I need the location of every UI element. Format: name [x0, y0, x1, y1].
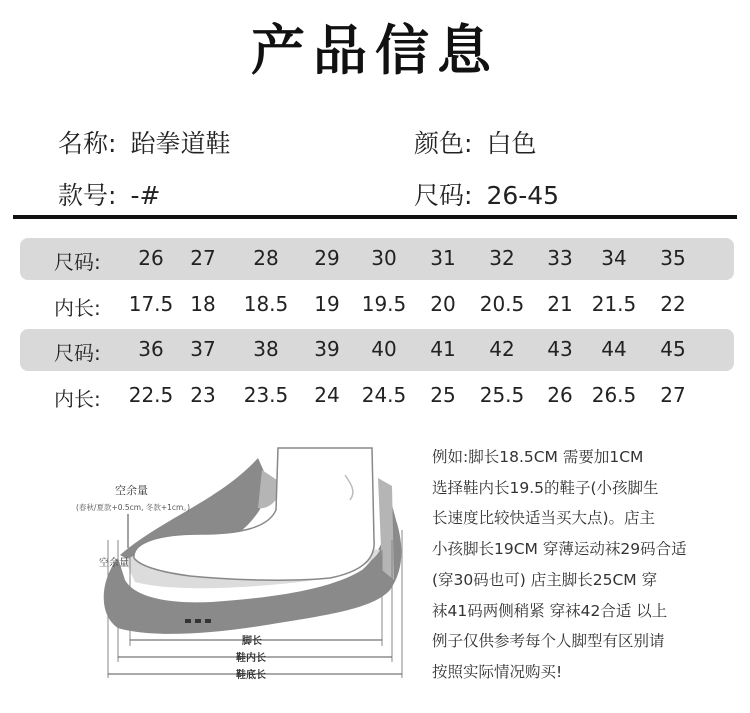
size-range-label: 尺码:: [414, 181, 473, 210]
note-line: 袜41码两侧稍紧 穿袜42合适 以上: [432, 601, 668, 620]
note-line: 选择鞋内长19.5的鞋子(小孩脚生: [432, 478, 659, 497]
tread-marks: [185, 619, 211, 623]
model-label: 款号:: [58, 181, 117, 210]
size-cell: 42: [489, 337, 515, 361]
sizing-note: [432, 442, 732, 688]
length-cell: 23: [190, 383, 216, 407]
note-line: (穿30码也可) 店主脚长25CM 穿: [432, 570, 658, 589]
color-label: 颜色:: [414, 129, 473, 158]
size-cell: 43: [547, 337, 573, 361]
size-row-label: 尺码:: [54, 341, 101, 365]
size-cell: 30: [371, 246, 397, 270]
size-cell: 32: [489, 246, 515, 270]
product-name: [58, 124, 230, 160]
length-cell: 22: [660, 292, 686, 316]
size-cell: 39: [314, 337, 340, 361]
product-color: [414, 124, 536, 160]
divider: [13, 215, 737, 219]
length-cell: 19.5: [361, 292, 407, 316]
foot-length-label: 脚长: [242, 636, 262, 647]
length-cell: 25: [430, 383, 456, 407]
size-row-2: [20, 329, 734, 371]
note-line: 按照实际情况购买!: [432, 662, 563, 681]
insole-length-label: 鞋内长: [236, 653, 266, 664]
outsole-length-label: 鞋底长: [236, 670, 266, 681]
page-title: 产品信息: [251, 18, 499, 82]
length-cell: 21: [547, 292, 573, 316]
allowance-title: 空余量: [115, 484, 148, 497]
size-row-1: [20, 238, 734, 280]
length-cell: 18: [190, 292, 216, 316]
allowance-note: (春秋/夏款+0.5cm, 冬款+1cm。): [76, 503, 191, 512]
length-row-2: [20, 375, 734, 417]
length-cell: 22.5: [128, 383, 174, 407]
note-line: 例子仅供参考每个人脚型有区别请: [432, 632, 665, 651]
product-model: [58, 176, 160, 212]
size-row-label: 尺码:: [54, 250, 101, 274]
name-label: 名称:: [58, 129, 117, 158]
color-value: 白色: [486, 129, 537, 158]
length-cell: 18.5: [243, 292, 289, 316]
length-cell: 25.5: [479, 383, 525, 407]
size-cell: 45: [660, 337, 686, 361]
length-cell: 19: [314, 292, 340, 316]
length-cell: 24.5: [361, 383, 407, 407]
length-cell: 20: [430, 292, 456, 316]
length-cell: 23.5: [243, 383, 289, 407]
length-cell: 17.5: [128, 292, 174, 316]
size-cell: 26: [138, 246, 164, 270]
name-value: 跆拳道鞋: [130, 129, 231, 158]
size-cell: 28: [253, 246, 279, 270]
length-row-label: 内长:: [54, 296, 101, 320]
product-size-range: [414, 176, 559, 212]
size-cell: 37: [190, 337, 216, 361]
size-cell: 40: [371, 337, 397, 361]
length-row-label: 内长:: [54, 387, 101, 411]
size-cell: 33: [547, 246, 573, 270]
size-cell: 38: [253, 337, 279, 361]
size-cell: 41: [430, 337, 456, 361]
note-line: 长速度比较快适当买大点)。店主: [432, 509, 656, 528]
length-cell: 26.5: [591, 383, 637, 407]
size-range-value: 26-45: [486, 181, 560, 210]
allowance-short-label: 空余量: [99, 558, 129, 569]
model-value: -#: [130, 181, 161, 210]
size-cell: 36: [138, 337, 164, 361]
size-cell: 35: [660, 246, 686, 270]
length-cell: 21.5: [591, 292, 637, 316]
size-cell: 31: [430, 246, 456, 270]
length-cell: 26: [547, 383, 573, 407]
length-row-1: [20, 284, 734, 326]
shoe-measurement-diagram: [0, 430, 430, 713]
note-line: 例如:脚长18.5CM 需要加1CM: [432, 448, 644, 466]
length-cell: 24: [314, 383, 340, 407]
size-cell: 44: [601, 337, 627, 361]
length-cell: 27: [660, 383, 686, 407]
size-cell: 29: [314, 246, 340, 270]
size-cell: 27: [190, 246, 216, 270]
size-cell: 34: [601, 246, 627, 270]
length-cell: 20.5: [479, 292, 525, 316]
note-line: 小孩脚长19CM 穿薄运动袜29码合适: [432, 540, 687, 559]
